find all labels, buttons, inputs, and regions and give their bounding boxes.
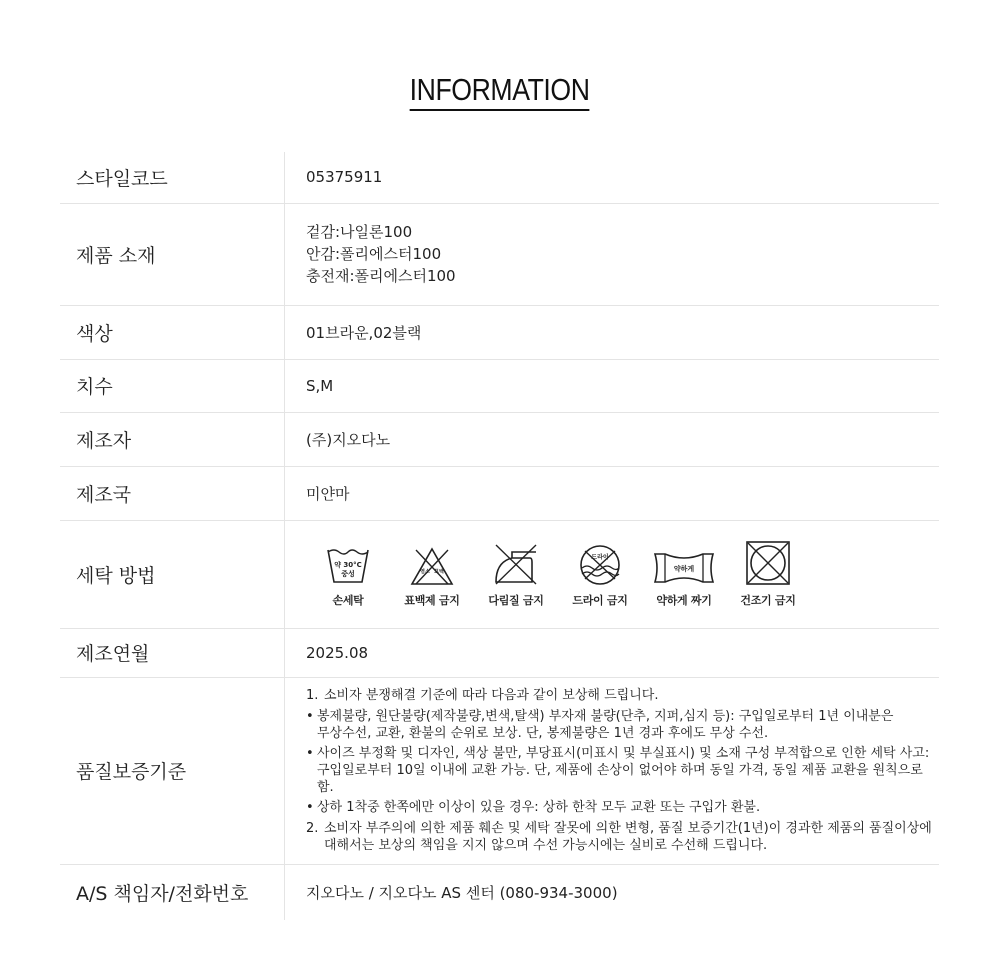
warranty-item-text: 소비자 분쟁해결 기준에 따라 다음과 같이 보상해 드립니다. [324,688,659,703]
value-as: 지오다노 / 지오다노 AS 센터 (080-934-3000) [306,883,618,902]
row-style-code [60,152,939,203]
value-style-code: 05375911 [285,152,940,203]
warranty-bullet [306,708,938,742]
warranty-bullets [306,708,938,816]
warranty-item-number: 2. [306,821,319,836]
label-mfg-date: 제조연월 [60,628,285,677]
material-line: 겉감:나일론100 [306,223,413,241]
warranty-bullet-line: 상하 1착중 한쪽에만 이상이 있을 경우: 상하 한착 모두 교환 또는 구입가 환불. [317,800,761,815]
warranty-bullet [306,799,938,816]
value-mfg-date: 2025.08 [285,628,940,677]
care-label: 손세탁 [332,594,364,607]
label-maker: 제조자 [60,412,285,466]
care-label: 다림질 금지 [488,594,544,607]
bullet-mark: • [306,800,314,815]
care-inner-text: 약 30°C [334,561,362,569]
value-warranty [285,677,940,864]
material-line: 충전재:폴리에스터100 [306,267,456,285]
care-inner-text: 드라이 [591,554,609,561]
row-maker [60,412,939,466]
care-inner-text: 약하게 [673,565,695,573]
label-as: A/S 책임자/전화번호 [60,864,285,920]
warranty-bullet-line: 구입일로부터 10일 이내에 교환 가능. 단, 제품에 손상이 없어야 하며 동일 가격, 동일 제품 교환을 원칙으로 함. [317,763,923,795]
material-line: 안감:폴리에스터100 [306,245,442,263]
care-inner-text: 중성 [341,570,355,578]
page-title: INFORMATION [410,72,590,111]
product-info-table [60,152,939,920]
row-size [60,359,939,412]
row-country [60,466,939,520]
warranty-bullet-line: 봉제불량, 원단불량(제작불량,변색,탈색) 부자재 불량(단추, 지퍼,심지 등): 구입일로부터 1년 이내분은 [317,709,894,724]
row-mfg-date [60,628,939,677]
care-item [474,542,558,608]
hand-wash-icon [326,546,370,586]
warranty-text [306,687,938,854]
no-iron-icon [492,542,540,586]
warranty-item [306,687,938,704]
row-washing [60,520,939,628]
care-inner-text: 표백 [434,569,444,575]
care-item [306,546,390,608]
warranty-item [306,820,938,854]
value-washing [285,520,940,628]
warranty-item-number: 1. [306,688,319,703]
warranty-item-line: 소비자 부주의에 의한 제품 훼손 및 세탁 잘못에 의한 변형, 품질 보증기간(1년)이 경과한 제품의 품질이상에 [324,821,932,836]
bullet-mark: • [306,746,314,761]
value-maker: (주)지오다노 [285,412,940,466]
bullet-mark: • [306,709,314,724]
row-warranty [60,677,939,864]
warranty-bullet-line: 무상수선, 교환, 환불의 순위로 보상. 단, 봉제불량은 1년 경과 후에도 무상 수선. [317,726,769,741]
value-color: 01브라운,02블랙 [285,305,940,359]
label-warranty: 품질보증기준 [60,677,285,864]
care-label: 건조기 금지 [740,594,796,607]
care-item [726,540,810,608]
care-label: 표백제 금지 [404,594,460,607]
label-style-code: 스타일코드 [60,152,285,203]
value-material [285,203,940,305]
warranty-bullet [306,745,938,796]
warranty-bullet-line: 사이즈 부정확 및 디자인, 색상 불만, 부당표시(미표시 및 부실표시) 및 소재 구성 부적합으로 인한 세탁 사고: [317,746,930,761]
care-icons [306,540,938,608]
care-item [558,544,642,608]
care-item [390,546,474,608]
no-dry-clean-icon [578,544,622,586]
row-as [60,864,939,920]
row-material [60,203,939,305]
care-item [642,550,726,608]
gentle-wring-icon [653,550,715,586]
label-color: 색상 [60,305,285,359]
label-country: 제조국 [60,466,285,520]
label-washing: 세탁 방법 [60,520,285,628]
label-material: 제품 소재 [60,203,285,305]
label-size: 치수 [60,359,285,412]
value-size: S,M [285,359,940,412]
row-color [60,305,939,359]
value-country: 미얀마 [285,466,940,520]
care-label: 약하게 짜기 [656,594,712,607]
care-inner-text: 염소 [420,569,430,575]
no-tumble-dry-icon [745,540,791,586]
care-label: 드라이 금지 [572,594,628,607]
no-bleach-icon [410,546,454,586]
title-wrap [0,72,1000,111]
warranty-item-line: 대해서는 보상의 책임을 지지 않으며 수선 가능시에는 실비로 수선해 드립니다. [324,838,768,853]
